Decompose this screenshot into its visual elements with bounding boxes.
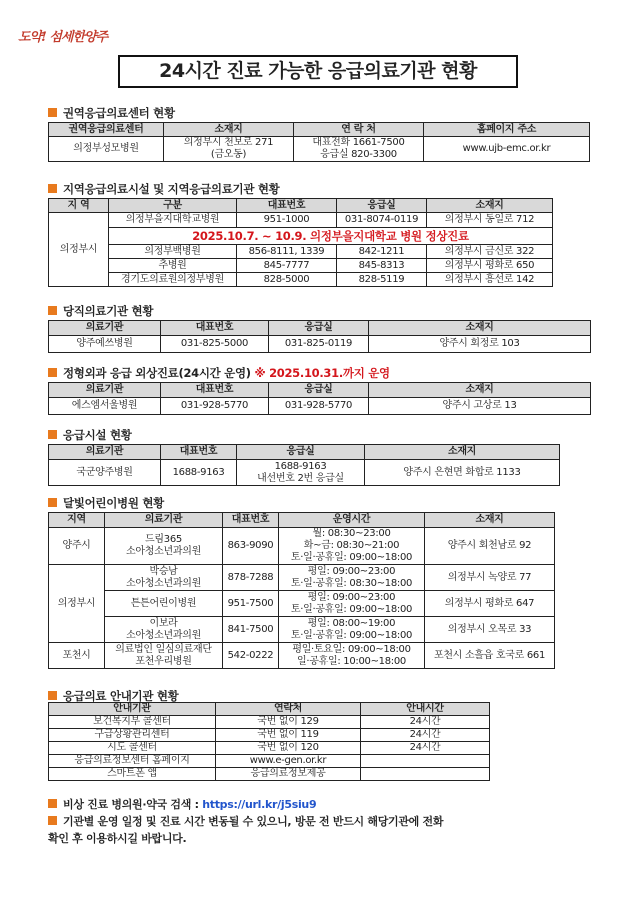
section-heading-regional-center: 권역응급의료센터 현황 xyxy=(48,105,175,121)
table-row: 의정부시 의정부을지대학교병원 951-1000 031-8074-0119 의정부시 동일로 712 xyxy=(49,213,553,228)
square-bullet-icon xyxy=(48,498,57,507)
square-bullet-icon xyxy=(48,108,57,117)
table-row: 튼튼어린이병원 951-7500 평일: 09:00~23:00 토·일·공휴일: 09:00~18:00 의정부시 평화로 647 xyxy=(49,591,555,617)
emergency-facility-table: 의료기관 대표번호 응급실 소재지 국군양주병원 1688-9163 1688-9163 내선번호 2번 응급실 양주시 은현면 화합로 1133 xyxy=(48,444,560,486)
square-bullet-icon xyxy=(48,816,57,825)
duty-hospital-table: 의료기관 대표번호 응급실 소재지 양주예쓰병원 031-825-5000 031-825-0119 양주시 회정로 103 xyxy=(48,320,591,353)
section-heading-local-facilities: 지역응급의료시설 및 지역응급의료기관 현황 xyxy=(48,181,279,197)
section-heading-moonlight-children: 달빛어린이병원 현황 xyxy=(48,495,164,511)
city-logo: 도약! 섬세한양주 xyxy=(18,30,108,45)
table-row: 의정부성모병원 의정부시 천보로 271 (금오동) 대표전화 1661-7500 응급실 820-3300 www.ujb-emc.or.kr xyxy=(49,137,590,162)
square-bullet-icon xyxy=(48,368,57,377)
table-row: 국군양주병원 1688-9163 1688-9163 내선번호 2번 응급실 양주시 은현면 화합로 1133 xyxy=(49,460,560,486)
table-row: 에스엠서울병원 031-928-5770 031-928-5770 양주시 고상로 13 xyxy=(49,398,591,415)
table-row: 경기도의료원의정부병원 828-5000 828-5119 의정부시 흥선로 142 xyxy=(49,273,553,287)
table-row: 보건복지부 콜센터 국번 없이 129 24시간 xyxy=(49,716,490,729)
alert-row xyxy=(49,228,553,245)
section-heading-duty-hospital: 당직의료기관 현황 xyxy=(48,303,153,319)
table-row: 양주예쓰병원 031-825-5000 031-825-0119 양주시 회정로 103 xyxy=(49,336,591,353)
search-url-link[interactable]: https://url.kr/j5siu9 xyxy=(202,798,317,811)
info-agencies-table: 안내기관 연락처 안내시간 보건복지부 콜센터 국번 없이 129 24시간 구급상황관리센터 국번 없이 119 24시간 시도 콜센터 국번 없이 120 24시간 응급의료정보센터 홈페이지 www.e-gen.or.kr 스마트폰 앱 응급의료정보제공 xyxy=(48,702,490,781)
square-bullet-icon xyxy=(48,691,57,700)
square-bullet-icon xyxy=(48,184,57,193)
square-bullet-icon xyxy=(48,430,57,439)
table-row: 양주시 드림365 소아청소년과의원 863-9090 월: 08:30~23:00 화~금: 08:30~21:00 토·일·공휴일: 09:00~18:00 양주시 회천남로 92 xyxy=(49,528,555,565)
table-row: 포천시 의료법인 일심의료재단 포천우리병원 542-0222 평일·토요일: 09:00~18:00 일·공휴일: 10:00~18:00 포천시 소흘읍 호국로 661 xyxy=(49,643,555,669)
holiday-alert: 2025.10.7. ~ 10.9. 의정부을지대학교 병원 정상진료 xyxy=(109,228,553,245)
search-note: 비상 진료 병의원·약국 검색 : https://url.kr/j5siu9 xyxy=(48,796,316,813)
table-row: 의정부시 박승남 소아청소년과의원 878-7288 평일: 09:00~23:00 토·일·공휴일: 08:30~18:00 의정부시 녹양로 77 xyxy=(49,565,555,591)
table-row: 시도 콜센터 국번 없이 120 24시간 xyxy=(49,742,490,755)
section-heading-emergency-facility: 응급시설 현황 xyxy=(48,427,132,443)
orthopedic-table: 의료기관 대표번호 응급실 소재지 에스엠서울병원 031-928-5770 031-928-5770 양주시 고상로 13 xyxy=(48,382,591,415)
egen-link[interactable]: www.e-gen.or.kr xyxy=(216,755,361,768)
regional-center-table: 권역응급의료센터 소재지 연 락 처 홈페이지 주소 의정부성모병원 의정부시 천보로 271 (금오동) 대표전화 1661-7500 응급실 820-3300 www.ujb-emc.or.kr xyxy=(48,122,590,162)
table-row: 추병원 845-7777 845-8313 의정부시 평화로 650 xyxy=(49,259,553,273)
table-row: 의정부백병원 856-8111, 1339 842-1211 의정부시 금신로 322 xyxy=(49,245,553,259)
moonlight-children-table: 지역 의료기관 대표번호 운영시간 소재지 양주시 드림365 소아청소년과의원 863-9090 월: 08:30~23:00 화~금: 08:30~21:00 토·일·공휴일: 09:00~18:00 양주시 회천남로 92 의정부시 박승남 소아청소년과의원 878-7288 평일: 09:00~23:00 토·일·공휴일: 08:30~18:00 의정부시 녹양로 77 튼튼어린이병원 951-7500 평일: 09:00~23:00 토·일·공휴일: 09:00~18:00 의정부시 평화로 647 이보라 소아청소년과의원 841-7500 평일: 08:00~19:00 토·일·공휴일: 09:00~18:00 의정부시 오목로 33 포천시 의료법인 일심의료재단 포천우리병원 542-0222 평일·토요일: 09:00~18:00 일·공휴일: 10:00~18:00 포천시 소흘읍 호국로 661 xyxy=(48,512,555,669)
square-bullet-icon xyxy=(48,799,57,808)
section-heading-info-agencies: 응급의료 안내기관 현황 xyxy=(48,688,179,704)
table-row: 이보라 소아청소년과의원 841-7500 평일: 08:00~19:00 토·일·공휴일: 09:00~18:00 의정부시 오목로 33 xyxy=(49,617,555,643)
warning-note: 기관별 운영 일정 및 진료 시간 변동될 수 있으니, 방문 전 반드시 해당기관에 전화 확인 후 이용하시길 바랍니다. xyxy=(48,815,444,845)
page-title: 24시간 진료 가능한 응급의료기관 현황 xyxy=(118,55,518,88)
section-heading-orthopedic: 정형외과 응급 외상진료(24시간 운영) ※ 2025.10.31.까지 운영 xyxy=(48,365,390,381)
homepage-link[interactable]: www.ujb-emc.or.kr xyxy=(424,137,590,162)
local-facilities-table: 지 역 구분 대표번호 응급실 소재지 의정부시 의정부을지대학교병원 951-1000 031-8074-0119 의정부시 동일로 712 2025.10.7. ~ 10.9. 의정부을지대학교 병원 정상진료 의정부백병원 856-8111, 1339 842-1211 의정부시 금신로 322 추병원 845-7777 845-8313 의정부시 평화로 650 경기도의료원의정부병원 828-5000 828-5119 의정부시 흥선로 142 xyxy=(48,198,553,287)
table-row: 스마트폰 앱 응급의료정보제공 xyxy=(49,768,490,781)
table-row: 구급상황관리센터 국번 없이 119 24시간 xyxy=(49,729,490,742)
table-row: 응급의료정보센터 홈페이지 www.e-gen.or.kr xyxy=(49,755,490,768)
square-bullet-icon xyxy=(48,306,57,315)
